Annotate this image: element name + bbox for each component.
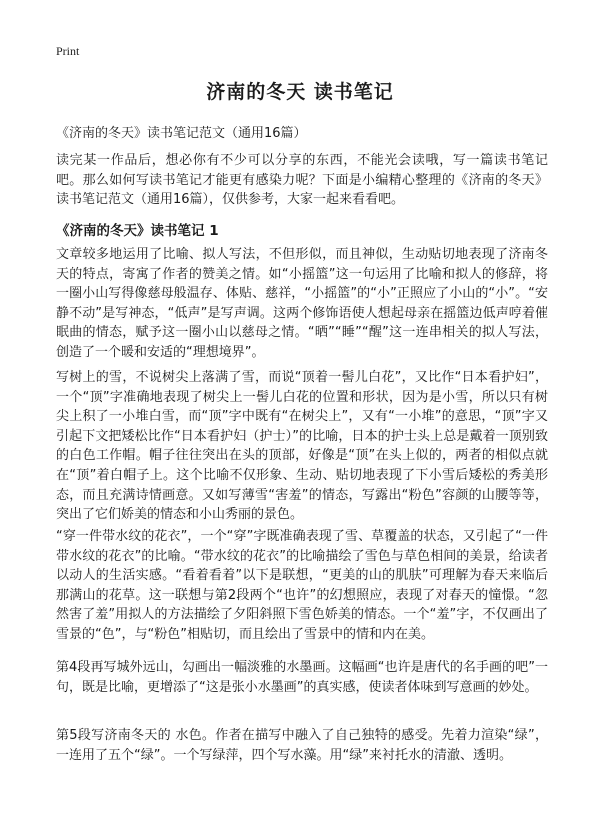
body-paragraph-1: 文章较多地运用了比喻、拟人写法，不但形似，而且神似，生动贴切地表现了济南冬天的特点，寄寓了作者的赞美之情。如“小摇篮”这一句运用了比喻和拟人的修辞，将一圈小山写得像慈母般温存、体贴、慈祥，“小摇篮”的“小”正照应了小山的“小”。“安静不动”是写神态，“低声”是写声调。这两个修饰语使人想起母亲在摇篮边低声哼着催眠曲的情态，赋予这一圈小山以慈母之情。“晒”“睡”“醒”这一连串相关的拟人写法，创造了一个暖和安适的“理想境界”。 [56,247,548,360]
body-paragraph-2: 写树上的雪，不说树尖上落满了雪，而说“顶着一髻儿白花”，又比作“日本看护妇”，一个“顶”字准确地表现了树尖上一髻儿白花的位置和形状，因为是小雪，所以只有树尖上积了一小堆白雪，而“顶”字中既有“在树尖上”，又有“一小堆”的意思，“顶”字又引起下文把矮松比作“日本看护妇（护士）”的比喻，日本的护士头上总是戴着一顶别致的白色工作帽。帽子往往突出在头的顶部，好像是“顶”在头上似的，两者的相似点就在“顶”着白帽子上。这个比喻不仅形象、生动、贴切地表现了下小雪后矮松的秀美形态，而且充满诗情画意。又如写薄雪“害羞”的情态，写露出“粉色”容颜的山腰等等，突出了它们娇美的情态和小山秀丽的景色。 [56,370,548,523]
print-link[interactable]: Print [56,44,80,58]
intro-paragraph: 读完某一作品后，想必你有不少可以分享的东西，不能光会读哦，写一篇读书笔记吧。那么如何写读书笔记才能更有感染力呢？下面是小编精心整理的《济南的冬天》读书笔记范文（通用16篇），仅供参考，大家一起来看看吧。 [56,153,548,208]
document-subtitle: 《济南的冬天》读书笔记范文（通用16篇） [56,126,307,141]
body-paragraph-3: “穿一件带水纹的花衣”，一个“穿”字既准确表现了雪、草覆盖的状态，又引起了“一件带水纹的花衣”的比喻。“带水纹的花衣”的比喻描绘了雪色与草色相间的美景，给读者以动人的生活实感。“看着看着”以下是联想，“更美的山的肌肤”可理解为春天来临后那满山的花草。这一联想与第2段两个“也许”的幻想照应，表现了对春天的憧憬。“忽然害了羞”用拟人的方法描绘了夕阳斜照下雪色娇美的情态。一个“羞”字，不仅画出了雪景的“色”，与“粉色”相贴切，而且绘出了雪景中的情和内在美。 [56,529,548,642]
body-paragraph-4: 第4段再写城外远山，勾画出一幅淡雅的水墨画。这幅画“也许是唐代的名手画的吧”一句，既是比喻，更增添了“这是张小水墨画”的真实感，使读者体味到写意画的妙处。 [56,660,548,695]
page-title: 济南的冬天 读书笔记 [206,81,394,103]
section-heading: 《济南的冬天》读书笔记 1 [56,223,219,239]
body-paragraph-5: 第5段写济南冬天的 水色。作者在描写中融入了自己独特的感受。先着力渲染“绿”，一连用了五个“绿”。一个写绿萍，四个写水藻。用“绿”来衬托水的清澈、透明。 [56,728,548,763]
